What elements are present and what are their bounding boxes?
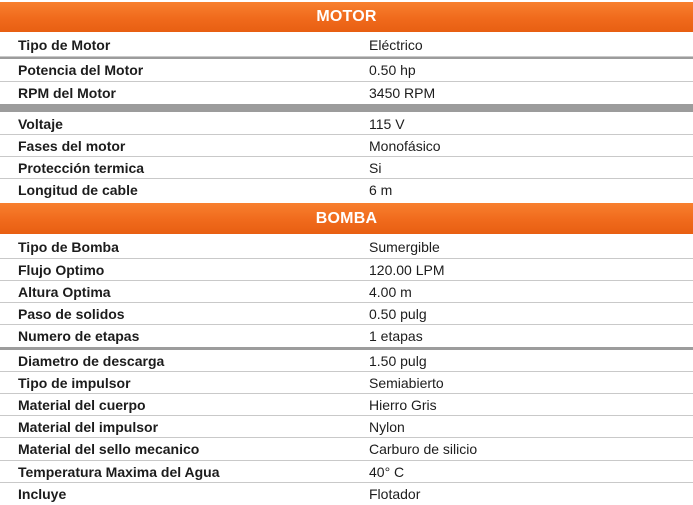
row-value: Semiabierto [369,374,444,391]
row-value: Sumergible [369,239,440,255]
row-label: Material del impulsor [18,418,159,435]
row-label: Diametro de descarga [18,352,165,369]
table-row [0,179,693,201]
row-label: Numero de etapas [18,328,140,344]
row-value: 3450 RPM [369,85,436,101]
row-value: 4.00 m [369,283,412,300]
table-row [0,461,693,483]
row-label: Incluye [18,486,67,502]
row-label: Protección termica [18,159,145,176]
row-value: 6 m [369,182,393,198]
row-value: 120.00 LPM [369,261,445,278]
row-label: Paso de solidos [18,305,125,322]
row-label: RPM del Motor [18,85,116,101]
row-value: 0.50 hp [369,62,416,78]
row-value: 115 V [369,115,405,132]
row-label: Longitud de cable [18,182,138,198]
table-row [0,82,693,104]
table-row [0,135,693,157]
table-row [0,394,693,416]
row-label: Temperatura Maxima del Agua [18,463,220,480]
table-row [0,372,693,394]
row-label: Fases del motor [18,137,126,154]
row-value: 0.50 pulg [369,305,427,322]
row-value: Carburo de silicio [369,441,478,457]
table-row [0,59,693,82]
row-value: 1.50 pulg [369,352,427,369]
table-row [0,281,693,303]
group-separator [0,104,693,112]
row-value: Flotador [369,486,421,502]
bomba-title: BOMBA [315,209,378,227]
table-row [0,438,693,461]
table-row [0,113,693,135]
table-row [0,236,693,259]
row-value: Hierro Gris [369,396,437,413]
table-row [0,325,693,347]
row-value: 1 etapas [369,328,423,344]
table-row [0,303,693,325]
table-row [0,157,693,179]
table-row [0,416,693,438]
row-label: Potencia del Motor [18,62,144,78]
row-label: Flujo Optimo [18,261,105,278]
row-label: Voltaje [18,115,63,132]
row-value: Eléctrico [369,36,423,53]
table-row [0,259,693,281]
row-label: Tipo de Motor [18,36,111,53]
row-value: 40° C [369,463,405,480]
row-label: Tipo de Bomba [18,239,119,255]
table-row [0,33,693,57]
table-row [0,350,693,372]
row-label: Material del cuerpo [18,396,146,413]
row-label: Tipo de impulsor [18,374,131,391]
row-value: Nylon [369,418,405,435]
row-value: Monofásico [369,137,441,154]
motor-title: MOTOR [316,8,377,25]
row-value: Si [369,159,382,176]
table-row [0,483,693,505]
row-label: Altura Optima [18,283,111,300]
bomba-section-header [0,203,693,234]
row-label: Material del sello mecanico [18,441,200,457]
motor-section-header [0,2,693,32]
